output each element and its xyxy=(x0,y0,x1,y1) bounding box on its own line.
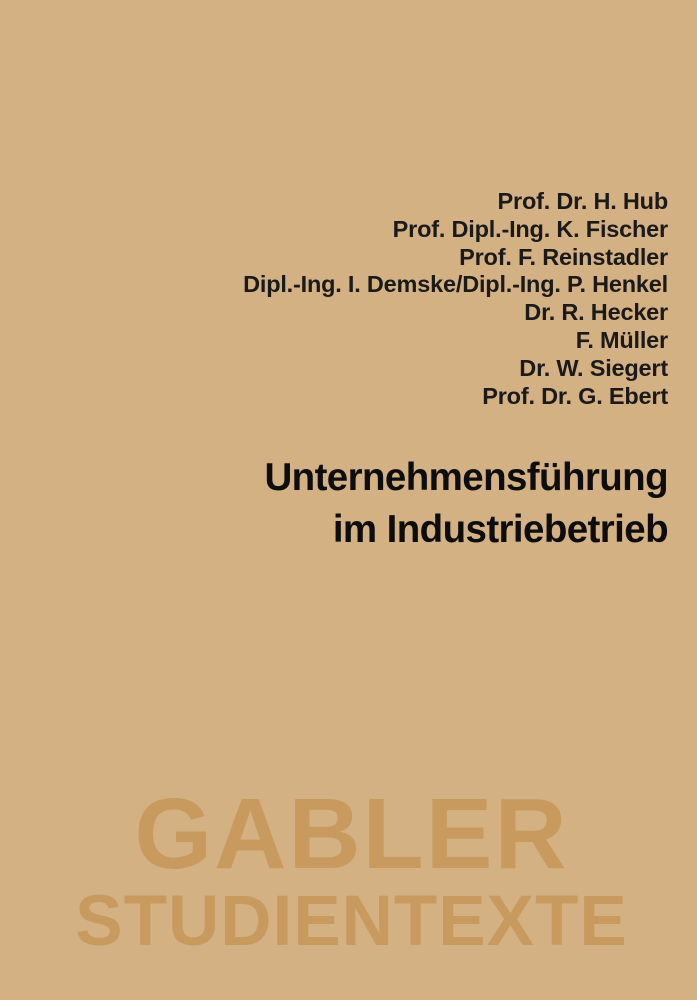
author-name: Prof. Dr. G. Ebert xyxy=(482,382,668,409)
author-name: Dr. W. Siegert xyxy=(519,354,668,381)
author-name: F. Müller xyxy=(575,326,668,353)
title-line: Unternehmensführung xyxy=(264,456,668,499)
title-line: im Industriebetrieb xyxy=(332,508,668,551)
publisher-brand xyxy=(0,778,697,962)
series-name: STUDIENTEXTE xyxy=(75,882,628,961)
book-title xyxy=(40,452,668,556)
author-name: Dipl.-Ing. I. Demske/Dipl.-Ing. P. Henkel xyxy=(243,271,668,298)
author-name: Prof. F. Reinstadler xyxy=(459,243,668,270)
author-name: Prof. Dipl.-Ing. K. Fischer xyxy=(392,215,668,242)
author-name: Dr. R. Hecker xyxy=(524,299,668,326)
author-name: Prof. Dr. H. Hub xyxy=(497,188,668,214)
publisher-name: GABLER xyxy=(134,778,569,890)
author-list xyxy=(243,188,668,410)
